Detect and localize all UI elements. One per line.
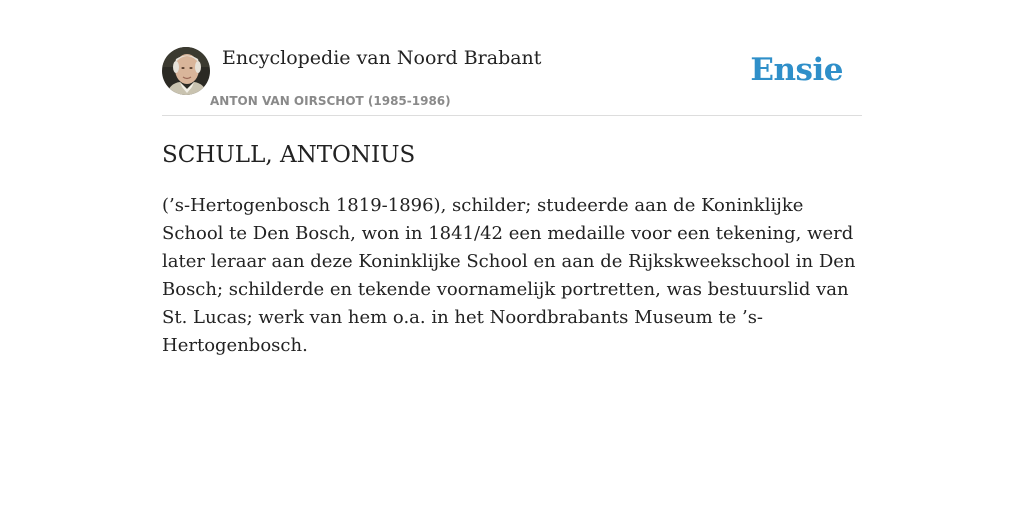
author-portrait-icon bbox=[162, 47, 210, 95]
entry-body: (’s-Hertogenbosch 1819-1896), schilder; studeerde aan de Koninklijke School te Den Bosch, won in 1841/42 een medaille voor een tekening, werd later leraar aan deze Koninklijke School en aan de Rijkskweekschool in Den Bosch; schilderde en tekende voornamelijk portretten, was bestuurslid van St. Lucas; werk van hem o.a. in het Noordbrabants Museum te ’s-Hertogenbosch. bbox=[162, 195, 856, 356]
ensie-logo[interactable]: Ensie bbox=[750, 52, 843, 88]
entry-title: SCHULL, ANTONIUS bbox=[162, 142, 416, 168]
author-name[interactable]: ANTON VAN OIRSCHOT (1985-1986) bbox=[210, 94, 451, 108]
source-header bbox=[162, 44, 862, 116]
author-avatar[interactable] bbox=[162, 47, 210, 95]
source-title[interactable]: Encyclopedie van Noord Brabant bbox=[222, 47, 542, 69]
